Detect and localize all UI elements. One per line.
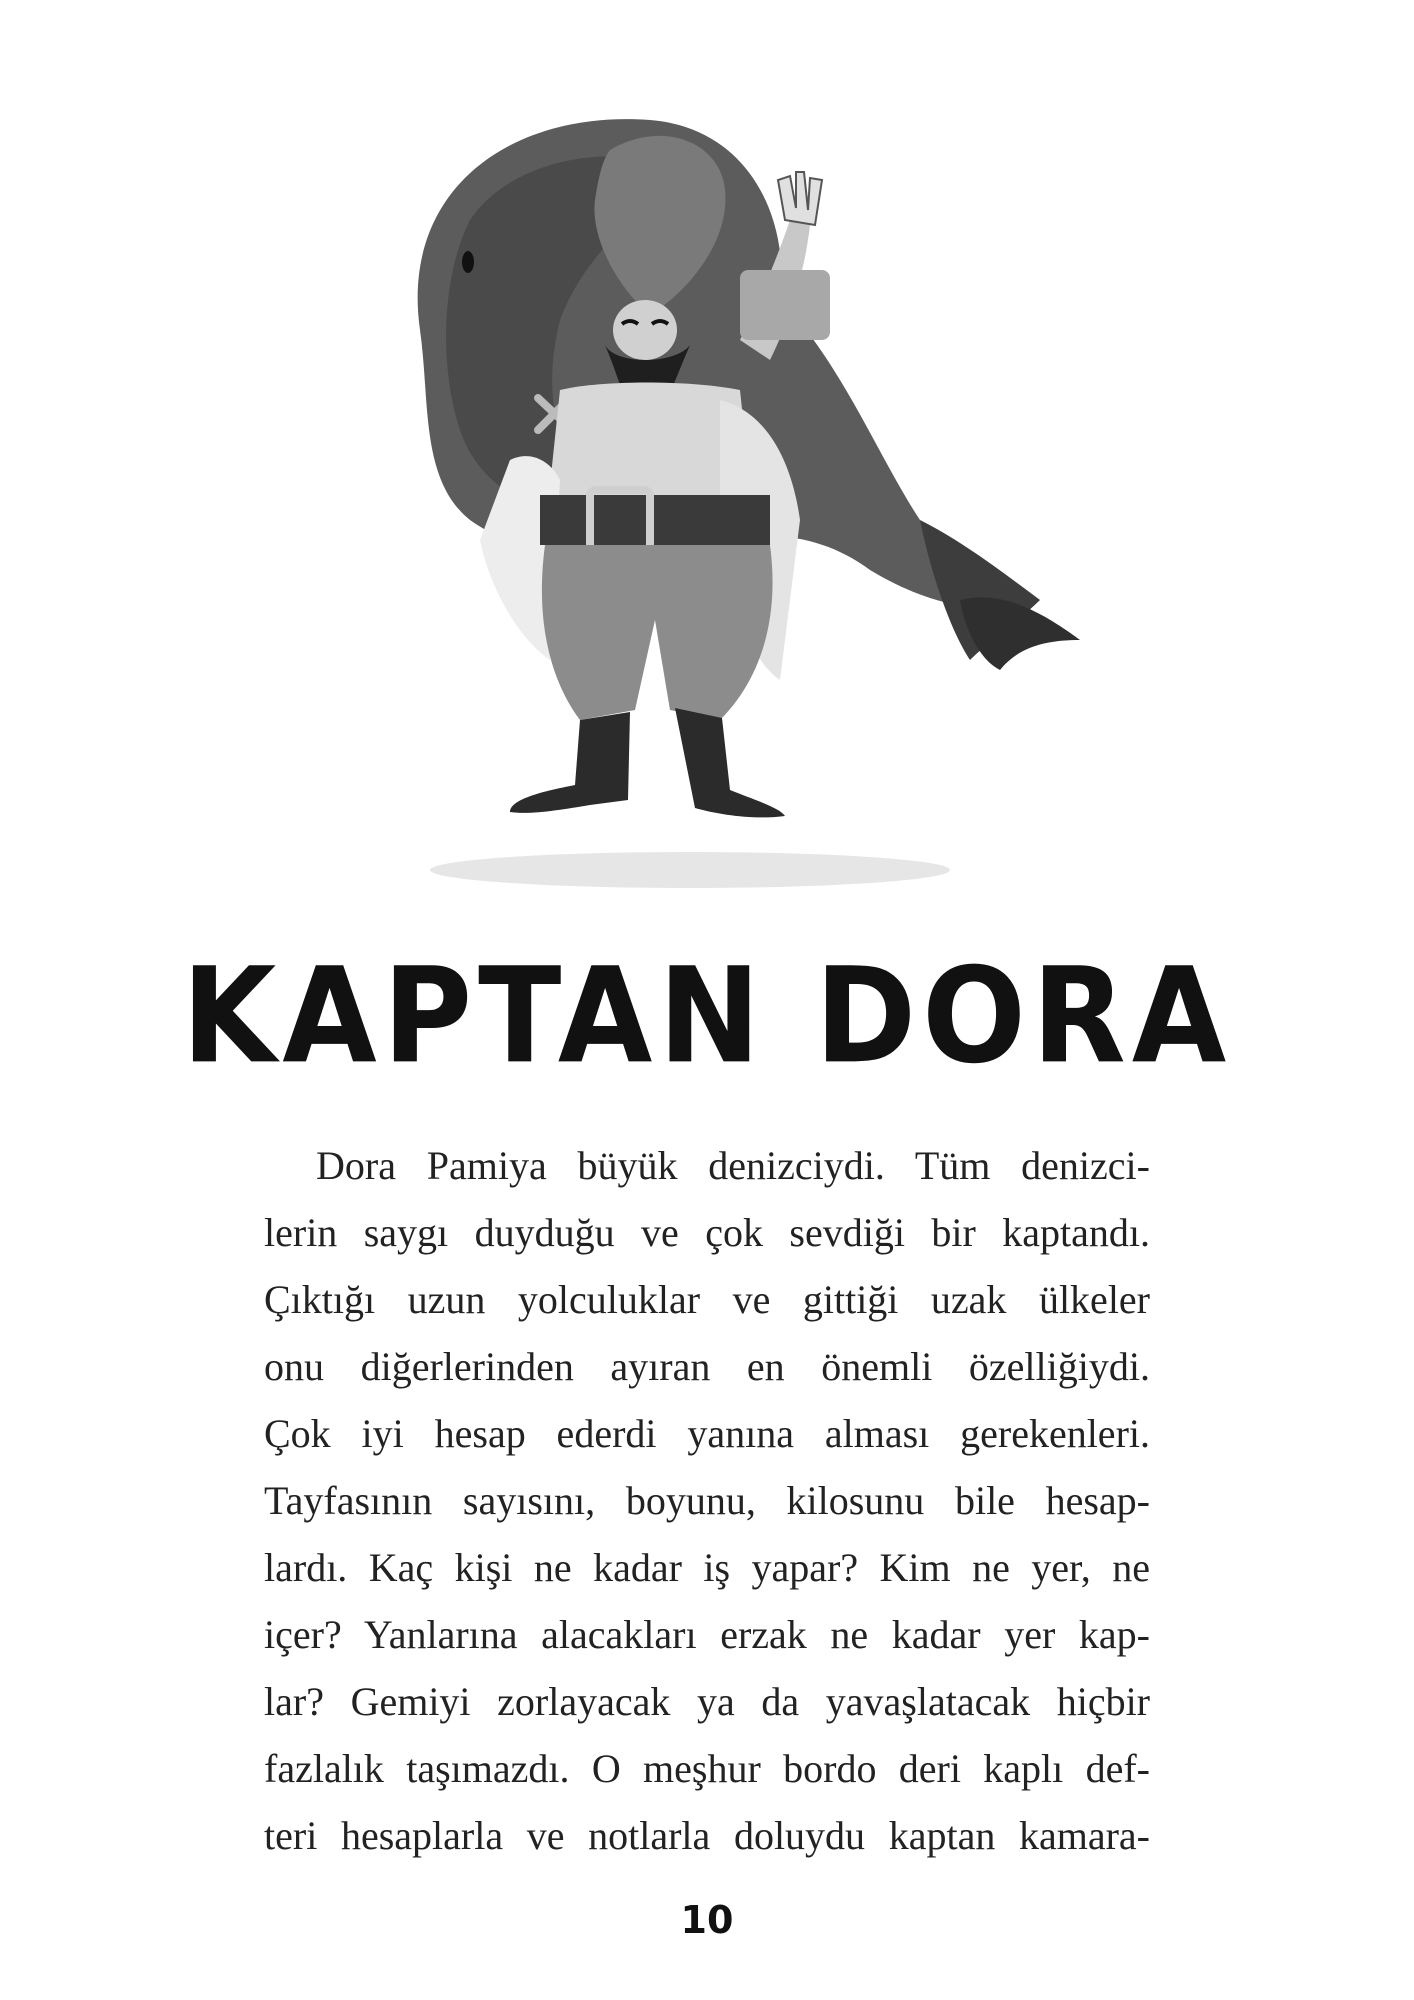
text-line: lerin saygı duyduğu ve çok sevdiği bir kaptandı. — [264, 1210, 1150, 1255]
captain-illustration — [360, 100, 1100, 900]
captain-cuff — [740, 270, 830, 340]
chapter-title: KAPTAN DORA — [181, 939, 1233, 1093]
whale-eye — [462, 251, 474, 273]
text-line: içer? Yanlarına alacakları erzak ne kadar yer kap- — [264, 1612, 1150, 1657]
captain-hand — [778, 172, 822, 225]
text-line: lar? Gemiyi zorlayacak ya da yavaşlatacak hiçbir — [264, 1679, 1150, 1724]
body-text — [264, 1132, 1150, 1869]
ground-shadow — [430, 852, 950, 888]
captain-belt — [540, 495, 770, 545]
page-number: 10 — [680, 1898, 734, 1942]
captain-boot-left — [510, 712, 630, 813]
text-line: Çıktığı uzun yolculuklar ve gittiği uzak ülkeler — [264, 1277, 1150, 1322]
captain-carrying-whale-illustration — [360, 100, 1100, 900]
text-line: onu diğerlerinden ayıran en önemli özelliğiydi. — [264, 1344, 1150, 1389]
captain-boot-right — [675, 708, 785, 817]
whale-fluke — [960, 597, 1080, 670]
text-line: fazlalık taşımazdı. O meşhur bordo deri kaplı def- — [264, 1746, 1150, 1791]
text-line: Dora Pamiya büyük denizciydi. Tüm denizci- — [316, 1143, 1150, 1188]
text-line: teri hesaplarla ve notlarla doluydu kaptan kamara- — [264, 1813, 1150, 1858]
captain-face — [613, 300, 677, 360]
text-line: Tayfasının sayısını, boyunu, kilosunu bile hesap- — [264, 1478, 1150, 1523]
text-line: Çok iyi hesap ederdi yanına alması gerekenleri. — [264, 1411, 1150, 1456]
text-line: lardı. Kaç kişi ne kadar iş yapar? Kim ne yer, ne — [264, 1545, 1150, 1590]
captain-trousers — [542, 545, 773, 720]
